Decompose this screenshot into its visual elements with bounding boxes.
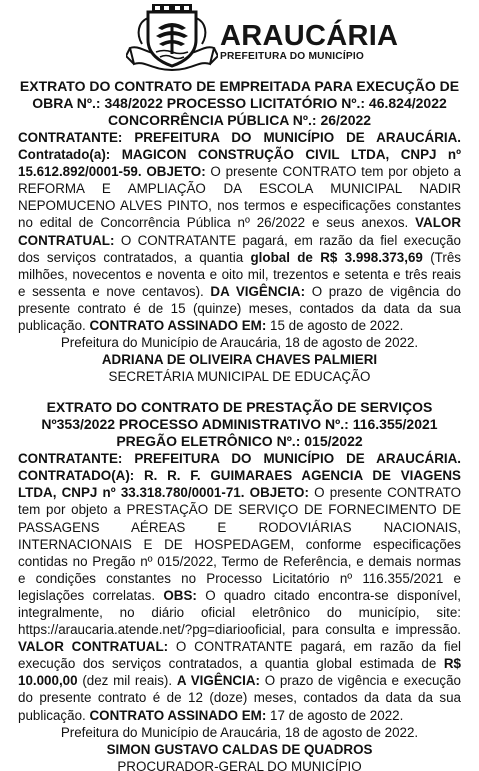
vigencia-label: DA VIGÊNCIA: (210, 283, 306, 299)
valor-label: VALOR CONTRATUAL: (18, 215, 461, 248)
contratado-label: Contratado(a): MAGICON CONSTRUÇÃO CIVIL LTDA, CNPJ nº 15.612.892/0001-59. (18, 147, 461, 180)
contract-extract-2 (18, 399, 461, 771)
vigencia-label: A VIGÊNCIA: (176, 673, 260, 689)
assinado-date: 17 de agosto de 2022. (270, 707, 404, 723)
assinado-date: 15 de agosto de 2022. (270, 318, 404, 334)
obs-label: OBS: (163, 587, 197, 603)
contract-extract-1 (18, 78, 461, 385)
signer-name: SIMON GUSTAVO CALDAS DE QUADROS (106, 741, 373, 757)
objeto-text: O presente CONTRATO tem por objeto a PRESTAÇÃO DE SERVIÇO DE FORNECIMENTO DE PASSAGENS AÉREAS E RODOVIÁRIAS NACIONAIS, INTERNACIONAIS E DE HOSPEDAGEM, conforme especificações contidas no Pregão nº 015/2022, Termo de Referência, e demais normas e condições constantes no Processo Licitatório nº 116.355/2021 e legislações correlatas. (18, 485, 461, 603)
municipal-coat-of-arms-icon (126, 4, 218, 76)
brand-block (220, 22, 398, 63)
masthead (18, 0, 461, 78)
extract-title: EXTRATO DO CONTRATO DE PRESTAÇÃO DE SERVIÇOS Nº353/2022 PROCESSO ADMINISTRATIVO Nº.: 116.355/2021 PREGÃO ELETRÔNICO Nº.: 015/2022 (41, 399, 438, 450)
signer-role: PROCURADOR-GERAL DO MUNICÍPIO (117, 758, 362, 771)
extract-body (18, 129, 461, 334)
valor-text-cont: (Três milhões, novecentos e noventa e oito mil, trezentos e setenta e três reais e sessenta e nove centavos). (18, 249, 461, 299)
valor-amount: R$ 10.000,00 (18, 656, 461, 689)
assinado-label: CONTRATO ASSINADO EM: (89, 318, 267, 334)
assinado-label: CONTRATO ASSINADO EM: (89, 707, 267, 723)
valor-amount: global de R$ 3.998.373,69 (250, 249, 423, 265)
obs-text: O quadro citado encontra-se disponível, integralmente, no diário oficial eletrônico do município, site: https://araucaria.atende.net/?pg=diariooficial, para consulta e impressão. (18, 587, 461, 638)
signer-name: ADRIANA DE OLIVEIRA CHAVES PALMIERI (101, 352, 378, 368)
extract-body (18, 450, 461, 724)
valor-text: O CONTRATANTE pagará, em razão da fiel execução dos serviços contratados, a quantia global estimada de (18, 639, 461, 672)
vigencia-text: O prazo de vigência e execução do presente contrato é de 12 (doze) meses, contados da data da sua publicação. (18, 673, 461, 723)
objeto-label: OBJETO: (146, 164, 206, 180)
extract-title: EXTRATO DO CONTRATO DE EMPREITADA PARA EXECUÇÃO DE OBRA Nº.: 348/2022 PROCESSO LICITATÓRIO Nº.: 46.824/2022 CONCORRÊNCIA PÚBLICA Nº.: 26/2022 (19, 78, 460, 128)
objeto-label: OBJETO: (249, 485, 309, 501)
valor-text: O CONTRATANTE pagará, em razão da fiel execução dos serviços contratados, a quantia (18, 232, 461, 265)
objeto-text: O presente CONTRATO tem por objeto a REFORMA E AMPLIAÇÃO DA ESCOLA MUNICIPAL NADIR NEPOMUCENO ALVES PINTO, nos termos e especificações constantes no edital de Concorrência Pública nº 26/2022 e seus anexos. (18, 164, 461, 231)
contratante-label: CONTRATANTE: PREFEITURA DO MUNICÍPIO DE ARAUCÁRIA. (18, 130, 461, 145)
section-gap (18, 385, 461, 399)
valor-text-cont: (dez mil reais). (82, 673, 173, 689)
contratante-label: CONTRATANTE: PREFEITURA DO MUNICÍPIO DE ARAUCÁRIA. (18, 451, 461, 467)
vigencia-text: O prazo de vigência do presente contrato é de 15 (quinze) meses, contados da data da sua publicação. (18, 283, 461, 334)
place-date: Prefeitura do Município de Araucária, 18 de agosto de 2022. (60, 335, 419, 351)
brand-name: ARAUCÁRIA (220, 20, 399, 52)
place-date: Prefeitura do Município de Araucária, 18 de agosto de 2022. (60, 724, 419, 740)
signer-role: SECRETÁRIA MUNICIPAL DE EDUCAÇÃO (108, 369, 371, 385)
contratado-label: CONTRATADO(A): R. R. F. GUIMARAES AGENCIA DE VIAGENS LTDA, CNPJ nº 33.318.780/0001-71. (18, 468, 461, 501)
valor-label: VALOR CONTRATUAL: (18, 639, 169, 655)
brand-subtitle: PREFEITURA DO MUNICÍPIO (220, 51, 365, 62)
